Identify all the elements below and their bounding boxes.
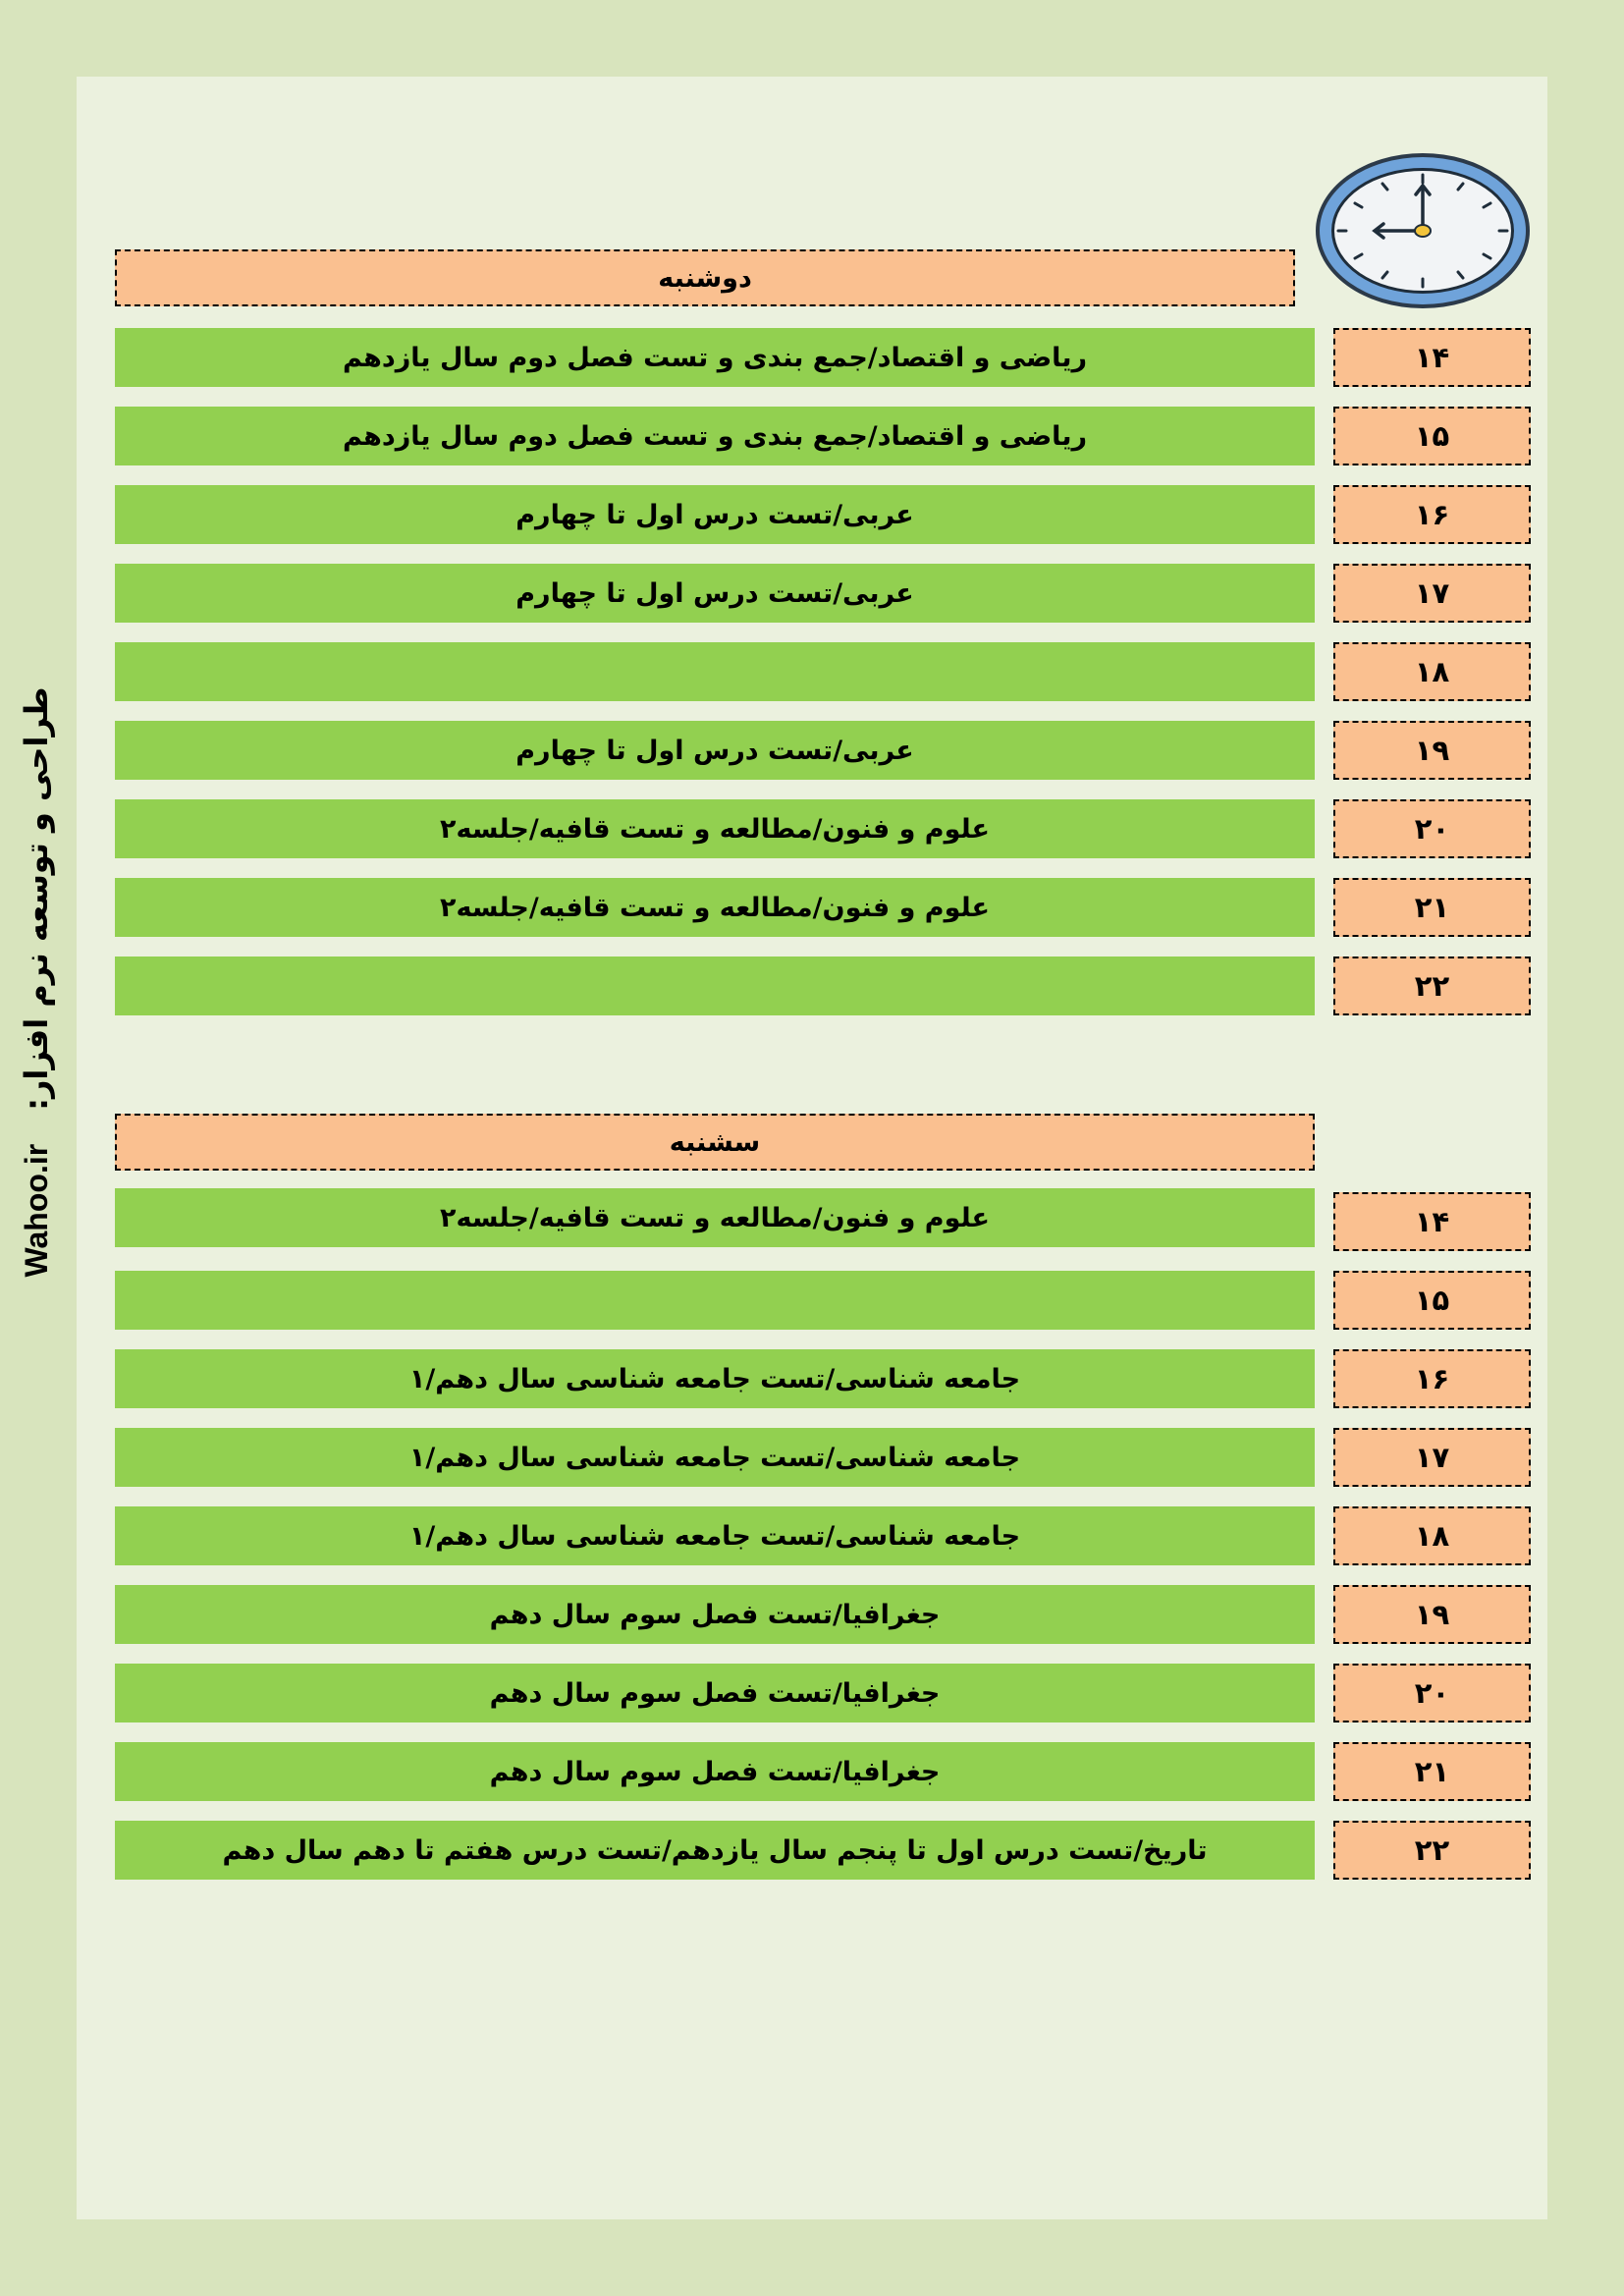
- subject-cell: جامعه شناسی/تست جامعه شناسی سال دهم/۱: [115, 1428, 1315, 1487]
- hour-cell: ۱۶: [1333, 485, 1531, 544]
- subject-cell: [115, 642, 1315, 701]
- hour-cell: ۲۲: [1333, 957, 1531, 1015]
- subject-cell: علوم و فنون/مطالعه و تست قافیه/جلسه۲: [115, 799, 1315, 858]
- schedule-row: [115, 878, 1531, 939]
- day-header-tuesday: سشنبه: [115, 1114, 1315, 1171]
- subject-cell: عربی/تست درس اول تا چهارم: [115, 485, 1315, 544]
- hour-cell: ۱۹: [1333, 721, 1531, 780]
- schedule-row: [115, 407, 1531, 467]
- schedule-row: [115, 1428, 1531, 1489]
- subject-cell: جغرافیا/تست فصل سوم سال دهم: [115, 1585, 1315, 1644]
- schedule-row: [115, 485, 1531, 546]
- subject-cell: جغرافیا/تست فصل سوم سال دهم: [115, 1742, 1315, 1801]
- hour-cell: ۲۰: [1333, 799, 1531, 858]
- hour-cell: ۱۷: [1333, 564, 1531, 623]
- subject-cell: عربی/تست درس اول تا چهارم: [115, 564, 1315, 623]
- hour-cell: ۱۷: [1333, 1428, 1531, 1487]
- schedule-row: [115, 1821, 1531, 1882]
- hour-cell: ۲۱: [1333, 878, 1531, 937]
- clock-icon: [1314, 151, 1532, 310]
- hour-cell: ۱۵: [1333, 407, 1531, 465]
- credit-text: طراحی و توسعه نرم افزار:: [18, 686, 55, 1111]
- hour-cell: ۱۴: [1333, 1192, 1531, 1251]
- subject-cell: تاریخ/تست درس اول تا پنجم سال یازدهم/تست درس هفتم تا دهم سال دهم: [115, 1821, 1315, 1880]
- schedule-row: [115, 1506, 1531, 1567]
- hour-cell: ۲۱: [1333, 1742, 1531, 1801]
- schedule-row: [115, 564, 1531, 625]
- hour-cell: ۱۸: [1333, 642, 1531, 701]
- hour-cell: ۱۶: [1333, 1349, 1531, 1408]
- schedule-row: [115, 799, 1531, 860]
- hour-cell: ۱۸: [1333, 1506, 1531, 1565]
- hour-cell: ۱۴: [1333, 328, 1531, 387]
- schedule-row: [115, 328, 1531, 389]
- schedule-row: [115, 1188, 1531, 1249]
- schedule-row: [115, 1349, 1531, 1410]
- hour-cell: ۲۲: [1333, 1821, 1531, 1880]
- hour-cell: ۱۹: [1333, 1585, 1531, 1644]
- schedule-row: [115, 1742, 1531, 1803]
- subject-cell: [115, 957, 1315, 1015]
- hour-cell: ۱۵: [1333, 1271, 1531, 1330]
- subject-cell: [115, 1271, 1315, 1330]
- schedule-row: [115, 721, 1531, 782]
- subject-cell: جغرافیا/تست فصل سوم سال دهم: [115, 1664, 1315, 1722]
- subject-cell: ریاضی و اقتصاد/جمع بندی و تست فصل دوم سال یازدهم: [115, 328, 1315, 387]
- hour-cell: ۲۰: [1333, 1664, 1531, 1722]
- subject-cell: جامعه شناسی/تست جامعه شناسی سال دهم/۱: [115, 1506, 1315, 1565]
- subject-cell: عربی/تست درس اول تا چهارم: [115, 721, 1315, 780]
- schedule-row: [115, 1271, 1531, 1332]
- schedule-row: [115, 1664, 1531, 1724]
- subject-cell: ریاضی و اقتصاد/جمع بندی و تست فصل دوم سال یازدهم: [115, 407, 1315, 465]
- subject-cell: علوم و فنون/مطالعه و تست قافیه/جلسه۲: [115, 1188, 1315, 1247]
- subject-cell: جامعه شناسی/تست جامعه شناسی سال دهم/۱: [115, 1349, 1315, 1408]
- schedule-row: [115, 642, 1531, 703]
- credit-brand: Wahoo.ir: [18, 1143, 54, 1278]
- side-credit: [18, 687, 55, 1278]
- subject-cell: علوم و فنون/مطالعه و تست قافیه/جلسه۲: [115, 878, 1315, 937]
- schedule-row: [115, 1585, 1531, 1646]
- day-header-monday: دوشنبه: [115, 249, 1295, 306]
- schedule-row: [115, 957, 1531, 1017]
